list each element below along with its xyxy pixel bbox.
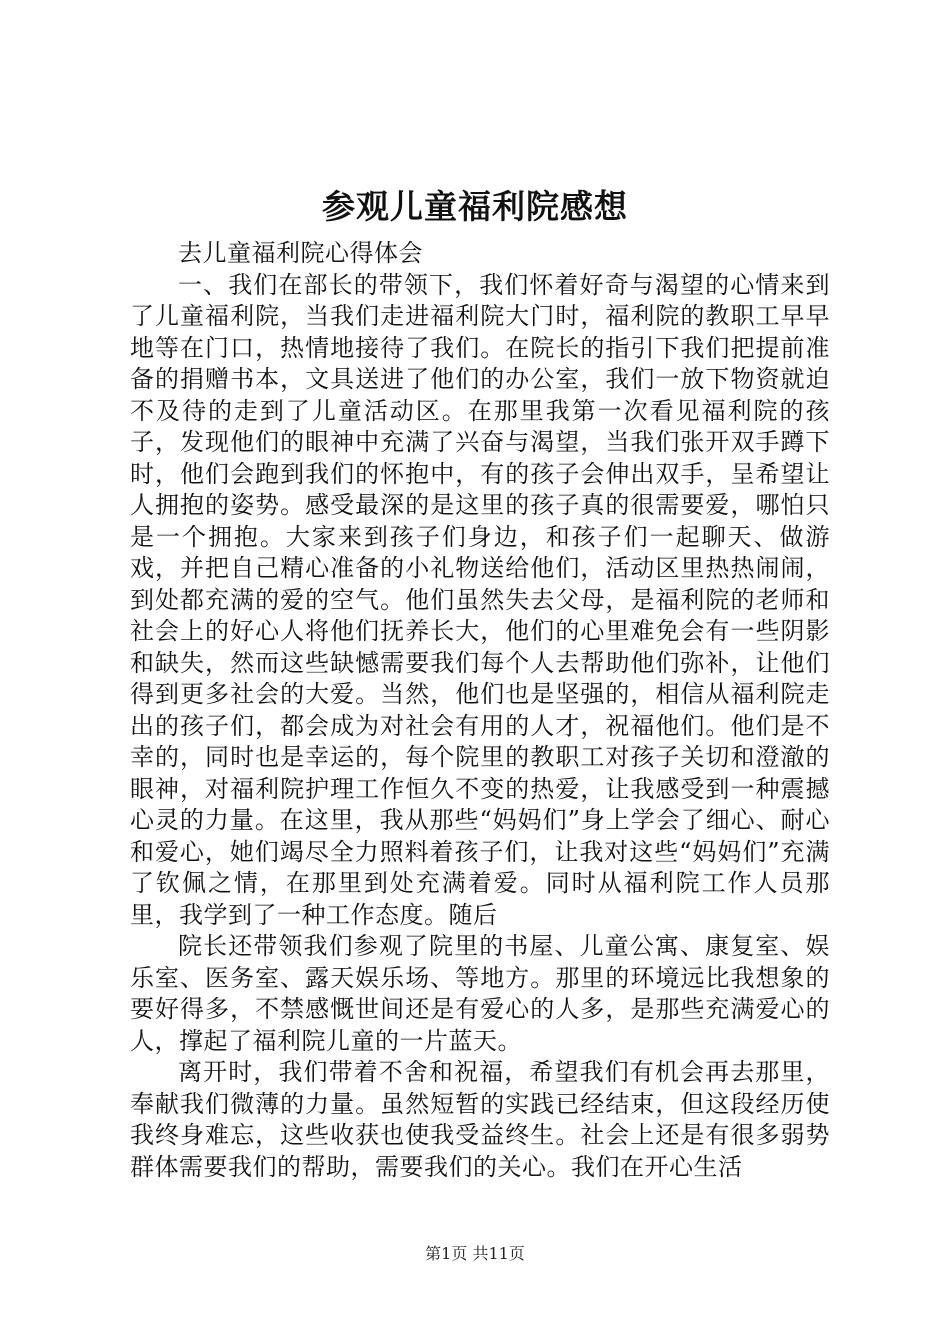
paragraph-1: 一、我们在部长的带领下，我们怀着好奇与渴望的心情来到了儿童福利院，当我们走进福利院大门时，福利院的教职工早早地等在门口，热情地接待了我们。在院长的指引下我们把提前准备的捐赠书本，文具送进了他们的办公室，我们一放下物资就迫不及待的走到了儿童活动区。在那里我第一次看见福利院的孩子，发现他们的眼神中充满了兴奋与渴望，当我们张开双手蹲下时，他们会跑到我们的怀抱中，有的孩子会伸出双手，呈希望让人拥抱的姿势。感受最深的是这里的孩子真的很需要爱，哪怕只是一个拥抱。大家来到孩子们身边，和孩子们一起聊天、做游戏，并把自己精心准备的小礼物送给他们，活动区里热热闹闹，到处都充满的爱的空气。他们虽然失去父母，是福利院的老师和社会上的好心人将他们抚养长大，他们的心里难免会有一些阴影和缺失，然而这些缺憾需要我们每个人去帮助他们弥补，让他们得到更多社会的大爱。当然，他们也是坚强的，相信从福利院走出的孩子们，都会成为对社会有用的人才，祝福他们。他们是不幸的，同时也是幸运的，每个院里的教职工对孩子关切和澄澈的眼神，对福利院护理工作恒久不变的热爱，让我感受到一种震撼心灵的力量。在这里，我从那些“妈妈们”身上学会了细心、耐心和爱心，她们竭尽全力照料着孩子们，让我对这些“妈妈们”充满了钦佩之情，在那里到处充满着爱。同时从福利院工作人员那里，我学到了一种工作态度。随后: [130, 270, 830, 929]
document-title: 参观儿童福利院感想: [322, 187, 628, 226]
page-number-footer: 第1页 共11页: [425, 1244, 525, 1263]
paragraph-3: 离开时，我们带着不舍和祝福，希望我们有机会再去那里，奉献我们微薄的力量。虽然短暂的实践已经结束，但这段经历使我终身难忘，这些收获也使我受益终生。社会上还是有很多弱势群体需要我们的帮助，需要我们的关心。我们在开心生活: [130, 1058, 830, 1181]
paragraph-subtitle: 去儿童福利院心得体会: [178, 239, 423, 267]
document-body: [130, 238, 830, 1183]
paragraph-2: 院长还带领我们参观了院里的书屋、儿童公寓、康复室、娱乐室、医务室、露天娱乐场、等地方。那里的环境远比我想象的要好得多，不禁感慨世间还是有爱心的人多，是那些充满爱心的人，撑起了福利院儿童的一片蓝天。: [130, 932, 830, 1055]
